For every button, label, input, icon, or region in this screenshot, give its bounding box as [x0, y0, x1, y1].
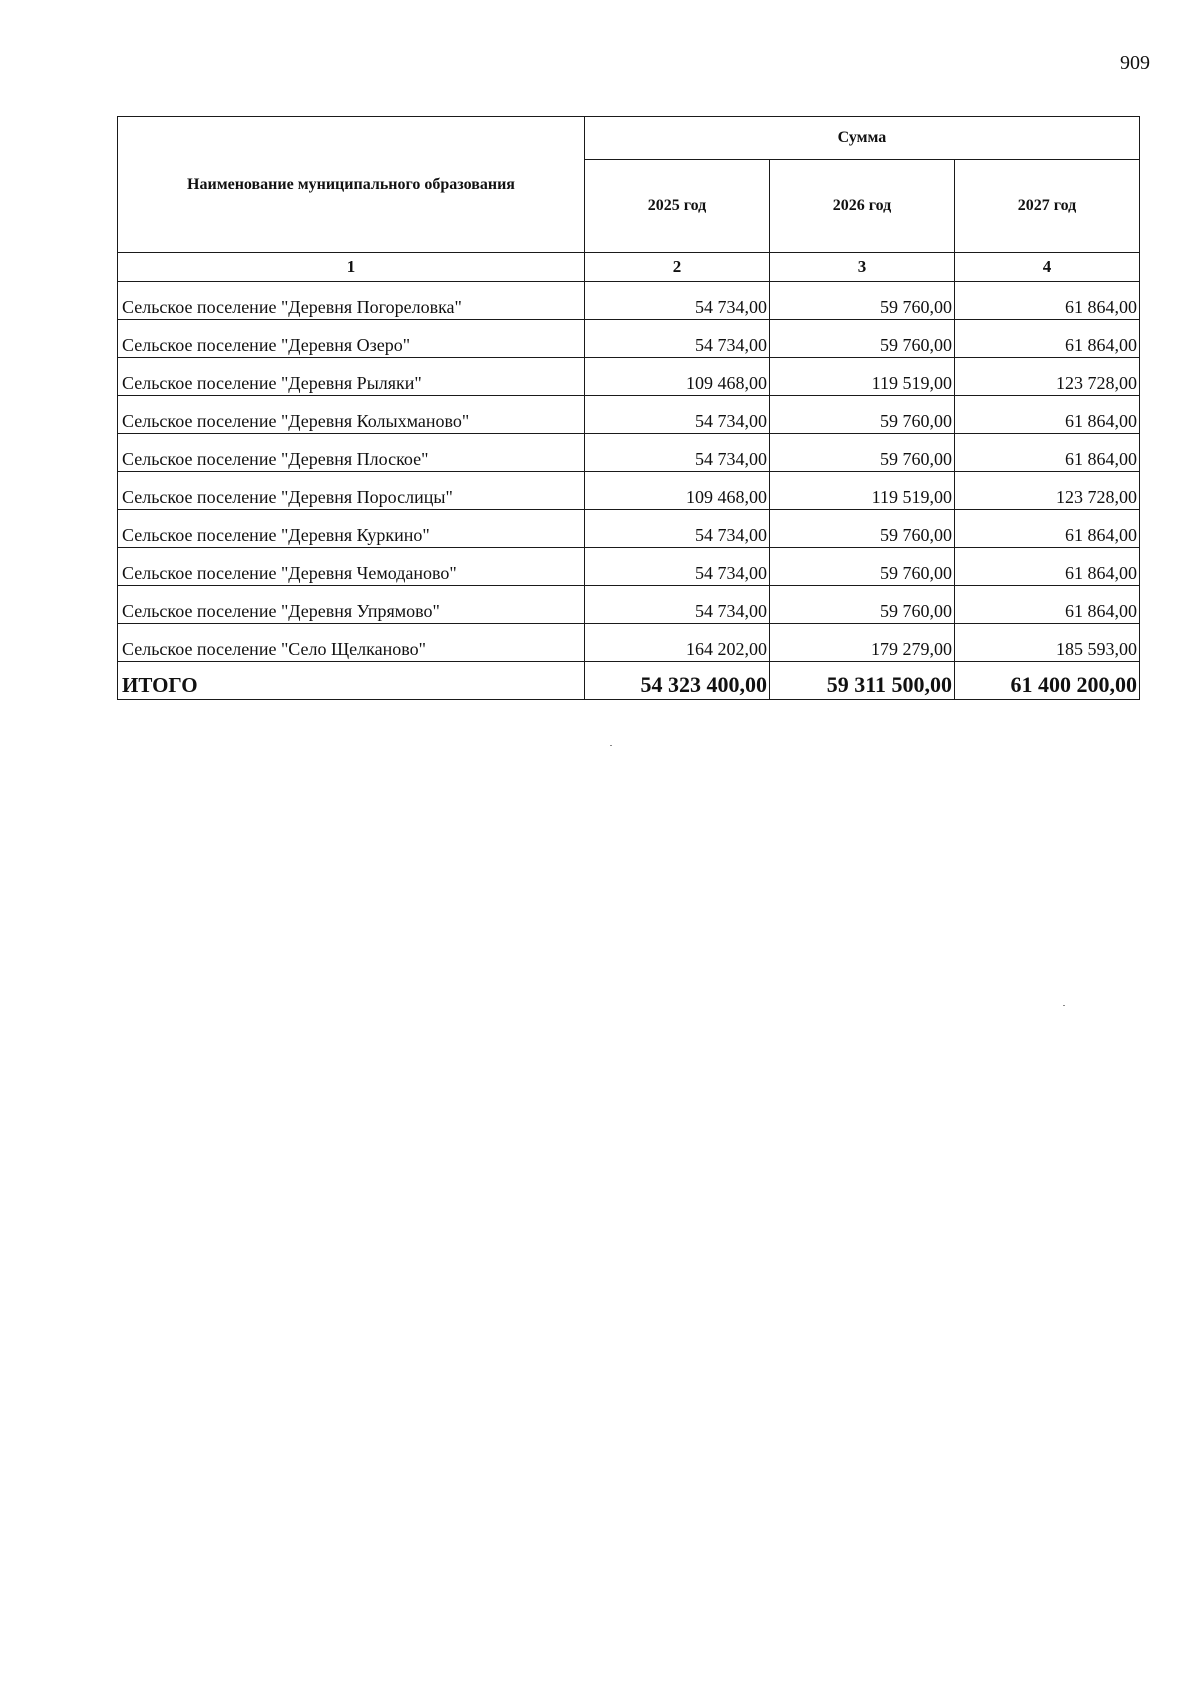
column-number-3: 3 [770, 253, 955, 282]
header-row-column-numbers [118, 253, 1140, 282]
table-row [118, 624, 1140, 662]
total-value-2026: 59 311 500,00 [770, 662, 955, 700]
table-row [118, 510, 1140, 548]
total-label: ИТОГО [118, 662, 585, 700]
row-value-2026: 119 519,00 [770, 358, 955, 396]
allocation-table [117, 116, 1140, 700]
row-municipality-name: Сельское поселение "Деревня Рыляки" [118, 358, 585, 396]
table-body [118, 282, 1140, 700]
table-row [118, 472, 1140, 510]
row-value-2026: 59 760,00 [770, 510, 955, 548]
row-value-2027: 61 864,00 [955, 548, 1140, 586]
row-municipality-name: Сельское поселение "Деревня Озеро" [118, 320, 585, 358]
table-row [118, 282, 1140, 320]
table-row [118, 396, 1140, 434]
header-year-2026: 2026 год [770, 160, 955, 253]
total-row [118, 662, 1140, 700]
row-municipality-name: Сельское поселение "Деревня Погореловка" [118, 282, 585, 320]
header-year-2025: 2025 год [585, 160, 770, 253]
row-value-2027: 185 593,00 [955, 624, 1140, 662]
column-number-2: 2 [585, 253, 770, 282]
row-value-2027: 61 864,00 [955, 434, 1140, 472]
header-sum-group: Сумма [585, 117, 1140, 160]
row-value-2027: 61 864,00 [955, 320, 1140, 358]
row-value-2025: 164 202,00 [585, 624, 770, 662]
row-value-2026: 119 519,00 [770, 472, 955, 510]
row-value-2026: 59 760,00 [770, 548, 955, 586]
row-value-2027: 61 864,00 [955, 396, 1140, 434]
row-value-2026: 59 760,00 [770, 586, 955, 624]
row-value-2025: 109 468,00 [585, 358, 770, 396]
row-value-2027: 61 864,00 [955, 510, 1140, 548]
total-value-2027: 61 400 200,00 [955, 662, 1140, 700]
row-value-2026: 59 760,00 [770, 396, 955, 434]
row-value-2027: 123 728,00 [955, 358, 1140, 396]
row-value-2025: 54 734,00 [585, 434, 770, 472]
header-year-2027: 2027 год [955, 160, 1140, 253]
header-municipality-name: Наименование муниципального образования [118, 117, 585, 253]
row-value-2025: 54 734,00 [585, 548, 770, 586]
scan-speck [1063, 1005, 1065, 1006]
row-municipality-name: Сельское поселение "Деревня Порослицы" [118, 472, 585, 510]
row-value-2025: 54 734,00 [585, 320, 770, 358]
table-row [118, 548, 1140, 586]
allocation-table-container [117, 116, 1139, 700]
row-value-2026: 179 279,00 [770, 624, 955, 662]
total-value-2025: 54 323 400,00 [585, 662, 770, 700]
scan-speck [610, 745, 612, 746]
page-number: 909 [1120, 52, 1150, 74]
header-row-group [118, 117, 1140, 160]
row-municipality-name: Сельское поселение "Деревня Куркино" [118, 510, 585, 548]
row-municipality-name: Сельское поселение "Деревня Упрямово" [118, 586, 585, 624]
row-municipality-name: Сельское поселение "Деревня Плоское" [118, 434, 585, 472]
column-number-1: 1 [118, 253, 585, 282]
row-value-2027: 61 864,00 [955, 282, 1140, 320]
table-row [118, 358, 1140, 396]
column-number-4: 4 [955, 253, 1140, 282]
row-value-2027: 123 728,00 [955, 472, 1140, 510]
table-header [118, 117, 1140, 282]
row-value-2025: 54 734,00 [585, 396, 770, 434]
row-value-2027: 61 864,00 [955, 586, 1140, 624]
table-row [118, 434, 1140, 472]
row-municipality-name: Сельское поселение "Село Щелканово" [118, 624, 585, 662]
table-row [118, 320, 1140, 358]
row-value-2025: 109 468,00 [585, 472, 770, 510]
row-value-2026: 59 760,00 [770, 434, 955, 472]
row-municipality-name: Сельское поселение "Деревня Чемоданово" [118, 548, 585, 586]
row-value-2026: 59 760,00 [770, 320, 955, 358]
table-row [118, 586, 1140, 624]
row-value-2025: 54 734,00 [585, 510, 770, 548]
row-value-2025: 54 734,00 [585, 586, 770, 624]
row-value-2025: 54 734,00 [585, 282, 770, 320]
row-value-2026: 59 760,00 [770, 282, 955, 320]
row-municipality-name: Сельское поселение "Деревня Колыхманово" [118, 396, 585, 434]
